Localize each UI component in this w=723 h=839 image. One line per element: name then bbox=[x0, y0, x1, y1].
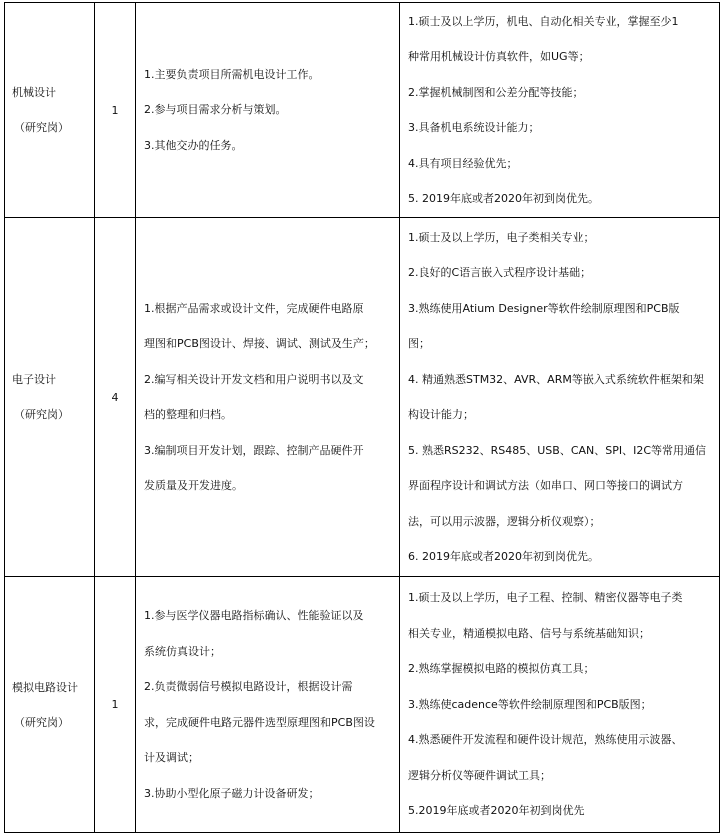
requirement-line: 4. 精通熟悉STM32、AVR、ARM等嵌入式系统软件框架和架 bbox=[408, 372, 704, 386]
duty-line: 3.协助小型化原子磁力计设备研发； bbox=[144, 786, 320, 800]
requirement-line: 图； bbox=[408, 337, 430, 350]
requirement-line: 1.硕士及以上学历，机电、自动化相关专业，掌握至少1 bbox=[408, 14, 679, 28]
duty-line: 发质量及开发进度。 bbox=[144, 479, 243, 492]
requirement-line: 5.2019年底或者2020年初到岗优先 bbox=[408, 804, 585, 818]
requirement-line: 3.熟练使用Atium Designer等软件绘制原理图和PCB版 bbox=[408, 301, 680, 315]
requirement-line: 4.熟悉硬件开发流程和硬件设计规范，熟练使用示波器、 bbox=[408, 733, 683, 747]
requirement-line: 界面程序设计和调试方法（如串口、网口等接口的调试方 bbox=[408, 479, 683, 492]
requirement-line: 3.熟练使cadence等软件绘制原理图和PCB版图； bbox=[408, 697, 652, 711]
position-name: 机械设计 bbox=[12, 86, 56, 99]
position-type: （研究岗） bbox=[14, 715, 69, 729]
requirement-line: 2.熟练掌握模拟电路的模拟仿真工具； bbox=[408, 662, 595, 676]
requirement-line: 4.具有项目经验优先； bbox=[408, 156, 518, 170]
job-table bbox=[4, 2, 720, 833]
position-name: 模拟电路设计 bbox=[12, 680, 78, 694]
requirement-line: 法，可以用示波器，逻辑分析仪观察）； bbox=[408, 514, 601, 528]
headcount-cell: 4 bbox=[95, 218, 136, 577]
requirement-line: 1.硕士及以上学历，电子类相关专业； bbox=[408, 230, 595, 244]
position-cell bbox=[5, 3, 95, 218]
duty-line: 1.主要负责项目所需机电设计工作。 bbox=[144, 67, 320, 81]
position-cell bbox=[5, 218, 95, 577]
requirement-line: 3.具备机电系统设计能力； bbox=[408, 121, 540, 134]
requirement-line: 2.掌握机械制图和公差分配等技能； bbox=[408, 85, 584, 99]
duty-line: 1.参与医学仪器电路指标确认、性能验证以及 bbox=[144, 609, 364, 622]
duty-line: 2.参与项目需求分析与策划。 bbox=[144, 103, 287, 117]
duty-line: 2.编写相关设计开发文档和用户说明书以及文 bbox=[144, 372, 364, 386]
requirement-line: 相关专业，精通模拟电路、信号与系统基础知识； bbox=[408, 626, 650, 640]
duty-line: 系统仿真设计； bbox=[144, 644, 221, 658]
duty-line: 求，完成硬件电路元器件选型原理图和PCB图设 bbox=[144, 715, 375, 729]
requirement-line: 种常用机械设计仿真软件，如UG等； bbox=[408, 50, 590, 63]
table-row bbox=[5, 3, 720, 218]
requirements-cell bbox=[400, 577, 720, 833]
duty-line: 1.根据产品需求或设计文件，完成硬件电路原 bbox=[144, 301, 364, 315]
requirement-line: 1.硕士及以上学历，电子工程、控制、精密仪器等电子类 bbox=[408, 591, 683, 605]
position-name: 电子设计 bbox=[12, 373, 56, 386]
duty-line: 2.负责微弱信号模拟电路设计，根据设计需 bbox=[144, 680, 353, 693]
duty-line: 计及调试； bbox=[144, 751, 199, 764]
position-type: （研究岗） bbox=[14, 408, 69, 421]
table-row bbox=[5, 218, 720, 577]
requirement-line: 5. 2019年底或者2020年初到岗优先。 bbox=[408, 192, 599, 205]
requirement-line: 2.良好的C语言嵌入式程序设计基础； bbox=[408, 266, 592, 279]
duty-line: 3.其他交办的任务。 bbox=[144, 138, 243, 152]
requirement-line: 6. 2019年底或者2020年初到岗优先。 bbox=[408, 550, 599, 563]
duty-line: 档的整理和归档。 bbox=[144, 408, 232, 421]
duties-cell bbox=[136, 218, 400, 577]
requirement-line: 5. 熟悉RS232、RS485、USB、CAN、SPI、I2C等常用通信 bbox=[408, 443, 707, 457]
requirements-cell bbox=[400, 3, 720, 218]
duties-cell bbox=[136, 3, 400, 218]
headcount-cell: 1 bbox=[95, 577, 136, 833]
requirement-line: 构设计能力； bbox=[408, 408, 474, 421]
headcount-cell: 1 bbox=[95, 3, 136, 218]
duties-cell bbox=[136, 577, 400, 833]
duty-line: 3.编制项目开发计划，跟踪、控制产品硬件开 bbox=[144, 443, 364, 457]
requirement-line: 逻辑分析仪等硬件调试工具； bbox=[408, 768, 551, 782]
requirements-cell bbox=[400, 218, 720, 577]
table-row bbox=[5, 577, 720, 833]
position-cell bbox=[5, 577, 95, 833]
duty-line: 理图和PCB图设计、焊接、调试、测试及生产； bbox=[144, 337, 375, 350]
position-type: （研究岗） bbox=[14, 121, 69, 134]
